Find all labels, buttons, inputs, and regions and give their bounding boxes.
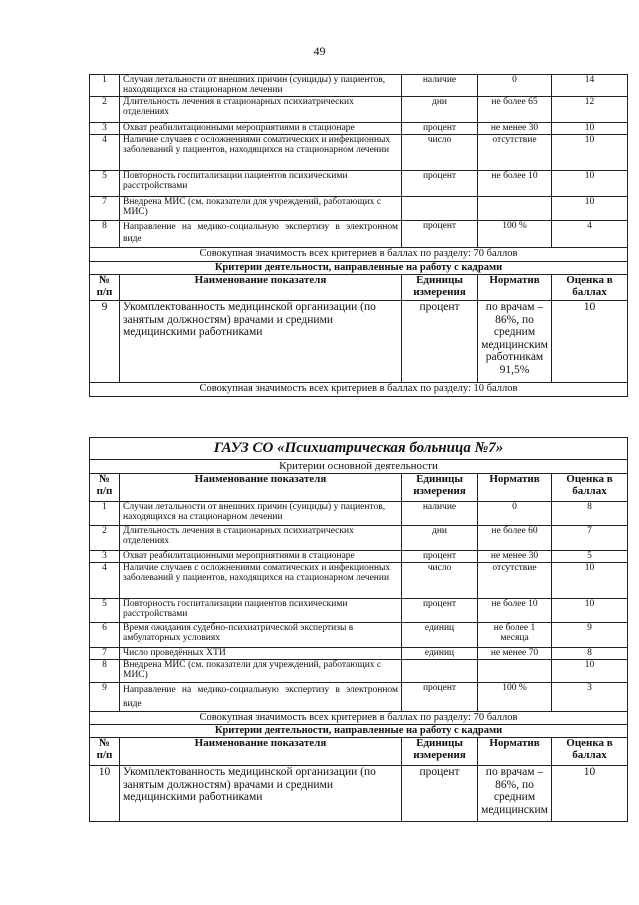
staff-section-title: Критерии деятельности, направленные на работу с кадрами — [90, 262, 628, 275]
table-row — [90, 683, 628, 712]
header-unit: Единицы измерения — [402, 275, 478, 301]
table-row — [90, 171, 628, 197]
indicator-name: Внедрена МИС (см. показатели для учреждений, работающих с МИС) — [120, 197, 402, 221]
norm-cell: по врачам – 86%, по средним медицинским работникам 91,5% — [478, 301, 552, 383]
staff-section-title: Критерии деятельности, направленные на работу с кадрами — [90, 725, 628, 738]
table-row — [90, 563, 628, 599]
score-cell: 10 — [552, 563, 628, 599]
norm-cell — [478, 660, 552, 683]
section-title-row — [90, 725, 628, 738]
norm-cell: 100 % — [478, 683, 552, 712]
header-norm: Норматив — [478, 738, 552, 766]
unit-cell: дни — [402, 526, 478, 551]
row-number: 6 — [90, 623, 120, 648]
header-score: Оценка в баллах — [552, 738, 628, 766]
row-number: 8 — [90, 221, 120, 248]
indicator-name: Повторность госпитализации пациентов психическими расстройствами — [120, 599, 402, 623]
norm-cell: не более 10 — [478, 599, 552, 623]
unit-cell — [402, 197, 478, 221]
row-number: 4 — [90, 563, 120, 599]
row-number: 7 — [90, 648, 120, 660]
page-number: 49 — [313, 44, 326, 58]
unit-cell: наличие — [402, 502, 478, 526]
table-row — [90, 123, 628, 135]
unit-cell: процент — [402, 221, 478, 248]
norm-cell: 0 — [478, 502, 552, 526]
score-cell: 10 — [552, 660, 628, 683]
unit-cell: число — [402, 563, 478, 599]
row-number: 2 — [90, 97, 120, 123]
norm-cell: не менее 70 — [478, 648, 552, 660]
score-cell: 9 — [552, 623, 628, 648]
row-number: 2 — [90, 526, 120, 551]
table-row — [90, 97, 628, 123]
indicator-name: Повторность госпитализации пациентов психическими расстройствами — [120, 171, 402, 197]
indicator-name: Укомплектованность медицинской организации (по занятым должностям) врачами и средними медицинскими работниками — [120, 301, 402, 383]
score-cell: 10 — [552, 599, 628, 623]
table-row — [90, 526, 628, 551]
table-row — [90, 648, 628, 660]
row-number: 7 — [90, 197, 120, 221]
table-row — [90, 660, 628, 683]
unit-cell: наличие — [402, 75, 478, 97]
indicator-name: Охват реабилитационными мероприятиями в стационаре — [120, 551, 402, 563]
header-num: № п/п — [90, 474, 120, 502]
table-row — [90, 623, 628, 648]
section-total-row — [90, 383, 628, 397]
unit-cell: процент — [402, 599, 478, 623]
unit-cell — [402, 660, 478, 683]
indicator-name-text: Направление на медико-социальную экспертизу в электронном виде — [123, 222, 398, 244]
indicator-name: Длительность лечения в стационарных психиатрических отделениях — [120, 97, 402, 123]
indicator-name — [120, 683, 402, 712]
score-cell: 7 — [552, 526, 628, 551]
score-cell: 3 — [552, 683, 628, 712]
section-total-main: Совокупная значимость всех критериев в баллах по разделу: 70 баллов — [90, 248, 628, 262]
row-number: 3 — [90, 123, 120, 135]
score-cell: 10 — [552, 123, 628, 135]
score-cell: 10 — [552, 171, 628, 197]
hospital-title: ГАУЗ СО «Психиатрическая больница №7» — [90, 438, 628, 460]
unit-cell: процент — [402, 766, 478, 822]
row-number: 1 — [90, 502, 120, 526]
score-cell: 8 — [552, 502, 628, 526]
section-total-row — [90, 248, 628, 262]
norm-cell: не менее 30 — [478, 123, 552, 135]
unit-cell: процент — [402, 301, 478, 383]
row-number: 10 — [90, 766, 120, 822]
score-cell: 10 — [552, 135, 628, 171]
row-number: 5 — [90, 599, 120, 623]
row-number: 8 — [90, 660, 120, 683]
header-row — [90, 474, 628, 502]
score-cell: 4 — [552, 221, 628, 248]
section-total-row — [90, 712, 628, 725]
norm-cell: не более 10 — [478, 171, 552, 197]
indicator-name: Случаи летальности от внешних причин (суициды) у пациентов, находящихся на стационарном лечении — [120, 502, 402, 526]
norm-cell: не менее 30 — [478, 551, 552, 563]
criteria-table-continued — [89, 74, 628, 397]
unit-cell: процент — [402, 683, 478, 712]
table-row — [90, 599, 628, 623]
indicator-name: Внедрена МИС (см. показатели для учреждений, работающих с МИС) — [120, 660, 402, 683]
indicator-name: Наличие случаев с осложнениями соматических и инфекционных заболеваний у пациентов, находящихся на стационарном лечении — [120, 135, 402, 171]
score-cell: 10 — [552, 766, 628, 822]
header-score: Оценка в баллах — [552, 474, 628, 502]
row-number: 9 — [90, 301, 120, 383]
row-number: 3 — [90, 551, 120, 563]
header-num: № п/п — [90, 738, 120, 766]
score-cell: 14 — [552, 75, 628, 97]
header-name: Наименование показателя — [120, 474, 402, 502]
indicator-name: Охват реабилитационными мероприятиями в стационаре — [120, 123, 402, 135]
header-unit: Единицы измерения — [402, 738, 478, 766]
unit-cell: единиц — [402, 648, 478, 660]
norm-cell: не более 60 — [478, 526, 552, 551]
table-row — [90, 502, 628, 526]
norm-cell: по врачам – 86%, по средним медицинским — [478, 766, 552, 822]
table-row — [90, 766, 628, 822]
row-number: 1 — [90, 75, 120, 97]
score-cell: 5 — [552, 551, 628, 563]
score-cell: 12 — [552, 97, 628, 123]
norm-cell: 0 — [478, 75, 552, 97]
section-title-row — [90, 460, 628, 474]
indicator-name — [120, 221, 402, 248]
table-row — [90, 75, 628, 97]
row-number: 9 — [90, 683, 120, 712]
score-cell: 10 — [552, 301, 628, 383]
hospital-7-criteria-table — [89, 437, 628, 822]
indicator-name: Время ожидания судебно-психиатрической экспертизы в амбулаторных условиях — [120, 623, 402, 648]
score-cell: 10 — [552, 197, 628, 221]
indicator-name: Число проведённых ХТИ — [120, 648, 402, 660]
norm-cell: отсутствие — [478, 135, 552, 171]
section-title-row — [90, 262, 628, 275]
table-row — [90, 301, 628, 383]
header-name: Наименование показателя — [120, 275, 402, 301]
score-cell: 8 — [552, 648, 628, 660]
row-number: 4 — [90, 135, 120, 171]
section-total-staff: Совокупная значимость всех критериев в баллах по разделу: 10 баллов — [90, 383, 628, 397]
indicator-name: Укомплектованность медицинской организации (по занятым должностям) врачами и средними медицинскими работниками — [120, 766, 402, 822]
indicator-name-text: Направление на медико-социальную экспертизу в электронном виде — [123, 685, 398, 709]
indicator-name: Длительность лечения в стационарных психиатрических отделениях — [120, 526, 402, 551]
header-name: Наименование показателя — [120, 738, 402, 766]
norm-cell: 100 % — [478, 221, 552, 248]
unit-cell: процент — [402, 551, 478, 563]
table-row — [90, 221, 628, 248]
header-row — [90, 275, 628, 301]
header-row — [90, 738, 628, 766]
header-norm: Норматив — [478, 474, 552, 502]
norm-cell: не более 65 — [478, 97, 552, 123]
unit-cell: число — [402, 135, 478, 171]
header-norm: Норматив — [478, 275, 552, 301]
row-number: 5 — [90, 171, 120, 197]
unit-cell: процент — [402, 171, 478, 197]
header-score: Оценка в баллах — [552, 275, 628, 301]
main-section-title: Критерии основной деятельности — [90, 460, 628, 474]
indicator-name: Случаи летальности от внешних причин (суициды) у пациентов, находящихся на стационарном лечении — [120, 75, 402, 97]
table-row — [90, 197, 628, 221]
unit-cell: единиц — [402, 623, 478, 648]
norm-cell: не более 1 месяца — [478, 623, 552, 648]
norm-cell — [478, 197, 552, 221]
norm-cell: отсутствие — [478, 563, 552, 599]
unit-cell: процент — [402, 123, 478, 135]
header-num: № п/п — [90, 275, 120, 301]
section-total-main: Совокупная значимость всех критериев в баллах по разделу: 70 баллов — [90, 712, 628, 725]
table-row — [90, 135, 628, 171]
unit-cell: дни — [402, 97, 478, 123]
header-unit: Единицы измерения — [402, 474, 478, 502]
title-row — [90, 438, 628, 460]
table-row — [90, 551, 628, 563]
indicator-name: Наличие случаев с осложнениями соматических и инфекционных заболеваний у пациентов, находящихся на стационарном лечении — [120, 563, 402, 599]
